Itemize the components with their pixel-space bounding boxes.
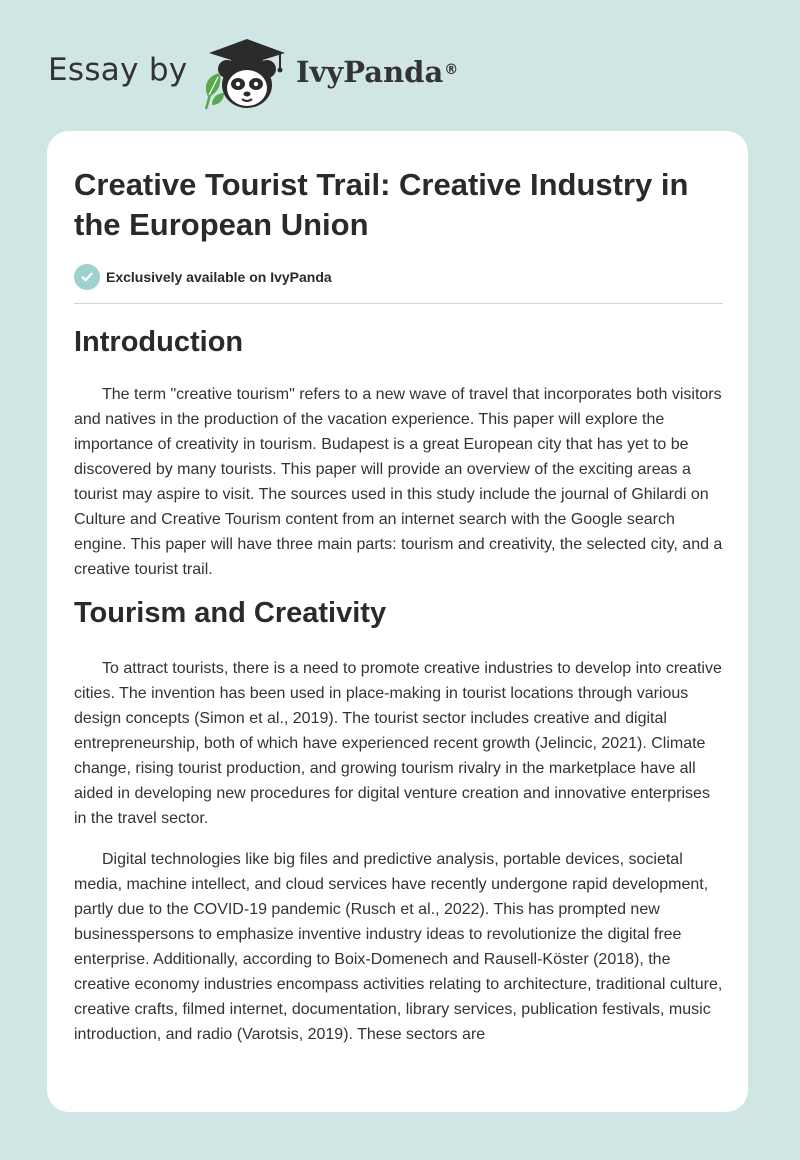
site-header bbox=[0, 0, 800, 130]
exclusive-badge bbox=[74, 264, 332, 290]
paragraph-introduction: The term "creative tourism" refers to a new wave of travel that incorporates both visitors and natives in the production of the vacation experience. This paper will explore the importance of creativity in tourism. Budapest is a great European city that has yet to be discovered by many tourists. This paper will provide an overview of the exciting areas a tourist may aspire to visit. The sources used in this study include the journal of Ghilardi on Culture and Creative Tourism content from an internet search with the Google search engine. This paper will have three main parts: tourism and creativity, the selected city, and a creative tourist trail. bbox=[74, 386, 723, 578]
paragraph-tourism-2: Digital technologies like big files and predictive analysis, portable devices, societal media, machine intellect, and cloud services have recently undergone rapid development, partly due to the COVID-19 pandemic (Rusch et al., 2022). This has prompted new businesspersons to emphasize inventive industry ideas to revolutionize the digital free enterprise. Additionally, according to Boix-Domenech and Rausell-Köster (2018), the creative economy industries encompass activities relating to architecture, traditional culture, creative crafts, filmed internet, documentation, library services, publication festivals, music introduction, and radio (Varotsis, 2019). These sectors are bbox=[74, 851, 723, 1043]
article-body bbox=[74, 322, 723, 1047]
check-circle-icon bbox=[74, 264, 100, 290]
article-title: Creative Tourist Trail: Creative Industry in the European Union bbox=[74, 167, 689, 242]
article-card bbox=[47, 131, 748, 1112]
brand-prefix: Essay by bbox=[48, 52, 188, 88]
panda-graduate-logo-icon[interactable] bbox=[200, 35, 292, 111]
brand-name-text: IvyPanda bbox=[296, 55, 444, 89]
paragraph-tourism-1: To attract tourists, there is a need to promote creative industries to develop into creative cities. The invention has been used in place-making in tourist locations through various design concepts (Simon et al., 2019). The tourist sector includes creative and digital entrepreneurship, both of which have experienced recent growth (Jelincic, 2021). Climate change, rising tourist production, and growing tourism rivalry in the marketplace have all aided in developing new procedures for digital venture creation and innovative enterprises in the travel sector. bbox=[74, 660, 722, 827]
brand-name[interactable] bbox=[296, 52, 458, 92]
section-heading-tourism-creativity: Tourism and Creativity bbox=[74, 597, 387, 629]
exclusive-badge-text: Exclusively available on IvyPanda bbox=[106, 269, 332, 285]
section-heading-introduction: Introduction bbox=[74, 326, 244, 358]
registered-mark: ® bbox=[444, 62, 459, 78]
title-divider bbox=[74, 303, 723, 304]
